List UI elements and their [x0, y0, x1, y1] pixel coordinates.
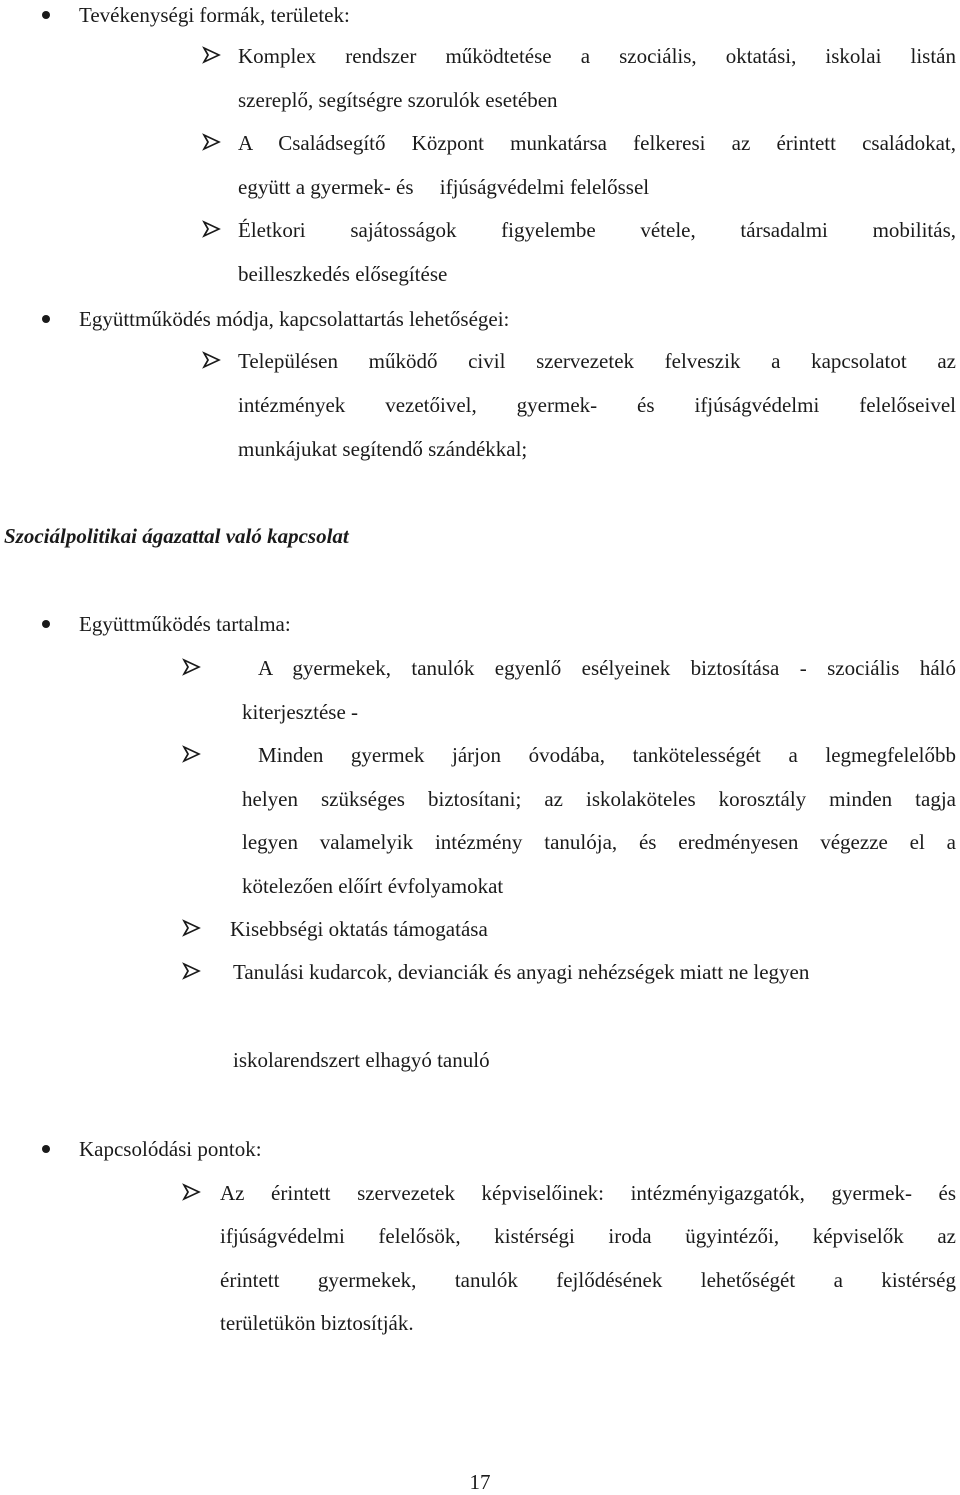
list-item-text: Településen működő civil szervezetek felveszik a kapcsolatot az	[238, 349, 956, 373]
list-item-text: intézmények vezetőivel, gyermek- és ifjúságvédelmi felelőseivel	[238, 393, 956, 417]
arrow-bullet-icon	[182, 657, 202, 677]
list-item-text: beilleszkedés elősegítése	[238, 262, 448, 286]
list-item-heading: Együttműködés módja, kapcsolattartás lehetőségei:	[79, 307, 510, 331]
list-item-text: kötelezően előírt évfolyamokat	[242, 874, 504, 898]
arrow-bullet-icon	[202, 219, 222, 239]
list-item-text: Életkori sajátosságok figyelembe vétele, társadalmi mobilitás,	[238, 218, 956, 242]
bullet-icon	[42, 620, 50, 628]
arrow-bullet-icon	[182, 918, 202, 938]
list-item-text: munkájukat segítendő szándékkal;	[238, 437, 528, 461]
section-heading: Szociálpolitikai ágazattal való kapcsolat	[4, 524, 349, 548]
arrow-bullet-icon	[182, 1182, 202, 1202]
arrow-bullet-icon	[202, 132, 222, 152]
page-number: 17	[469, 1470, 491, 1494]
arrow-bullet-icon	[182, 961, 202, 981]
list-item-text: együtt a gyermek- és ifjúságvédelmi felelőssel	[238, 175, 650, 199]
bullet-icon	[42, 315, 50, 323]
list-item-text: Komplex rendszer működtetése a szociális, oktatási, iskolai listán	[238, 44, 956, 68]
list-item-text: A Családsegítő Központ munkatársa felkeresi az érintett családokat,	[238, 131, 956, 155]
list-item-text: szereplő, segítségre szorulók esetében	[238, 88, 558, 112]
list-item-text: érintett gyermekek, tanulók fejlődésének lehetőségét a kistérség	[220, 1268, 956, 1292]
list-item-text: iskolarendszert elhagyó tanuló	[233, 1048, 490, 1072]
bullet-icon	[42, 1145, 50, 1153]
bullet-icon	[42, 11, 50, 19]
list-item-text: helyen szükséges biztosítani; az iskolaköteles korosztály minden tagja	[242, 787, 956, 811]
list-item-text: Minden gyermek járjon óvodába, tankötelességét a legmegfelelőbb	[258, 743, 956, 767]
arrow-bullet-icon	[202, 350, 222, 370]
list-item-text: ifjúságvédelmi felelősök, kistérségi iroda ügyintézői, képviselők az	[220, 1224, 956, 1248]
list-item-text: Kisebbségi oktatás támogatása	[230, 917, 488, 941]
arrow-bullet-icon	[182, 744, 202, 764]
list-item-heading: Kapcsolódási pontok:	[79, 1137, 262, 1161]
list-item-text: Tanulási kudarcok, devianciák és anyagi nehézségek miatt ne legyen	[233, 960, 810, 984]
list-item-heading: Tevékenységi formák, területek:	[79, 3, 350, 27]
list-item-text: Az érintett szervezetek képviselőinek: intézményigazgatók, gyermek- és	[220, 1181, 956, 1205]
arrow-bullet-icon	[202, 45, 222, 65]
list-item-text: A gyermekek, tanulók egyenlő esélyeinek biztosítása - szociális háló	[258, 656, 956, 680]
list-item-text: kiterjesztése -	[242, 700, 359, 724]
list-item-heading: Együttműködés tartalma:	[79, 612, 291, 636]
list-item-text: legyen valamelyik intézmény tanulója, és eredményesen végezze el a	[242, 830, 956, 854]
list-item-text: területükön biztosítják.	[220, 1311, 414, 1335]
